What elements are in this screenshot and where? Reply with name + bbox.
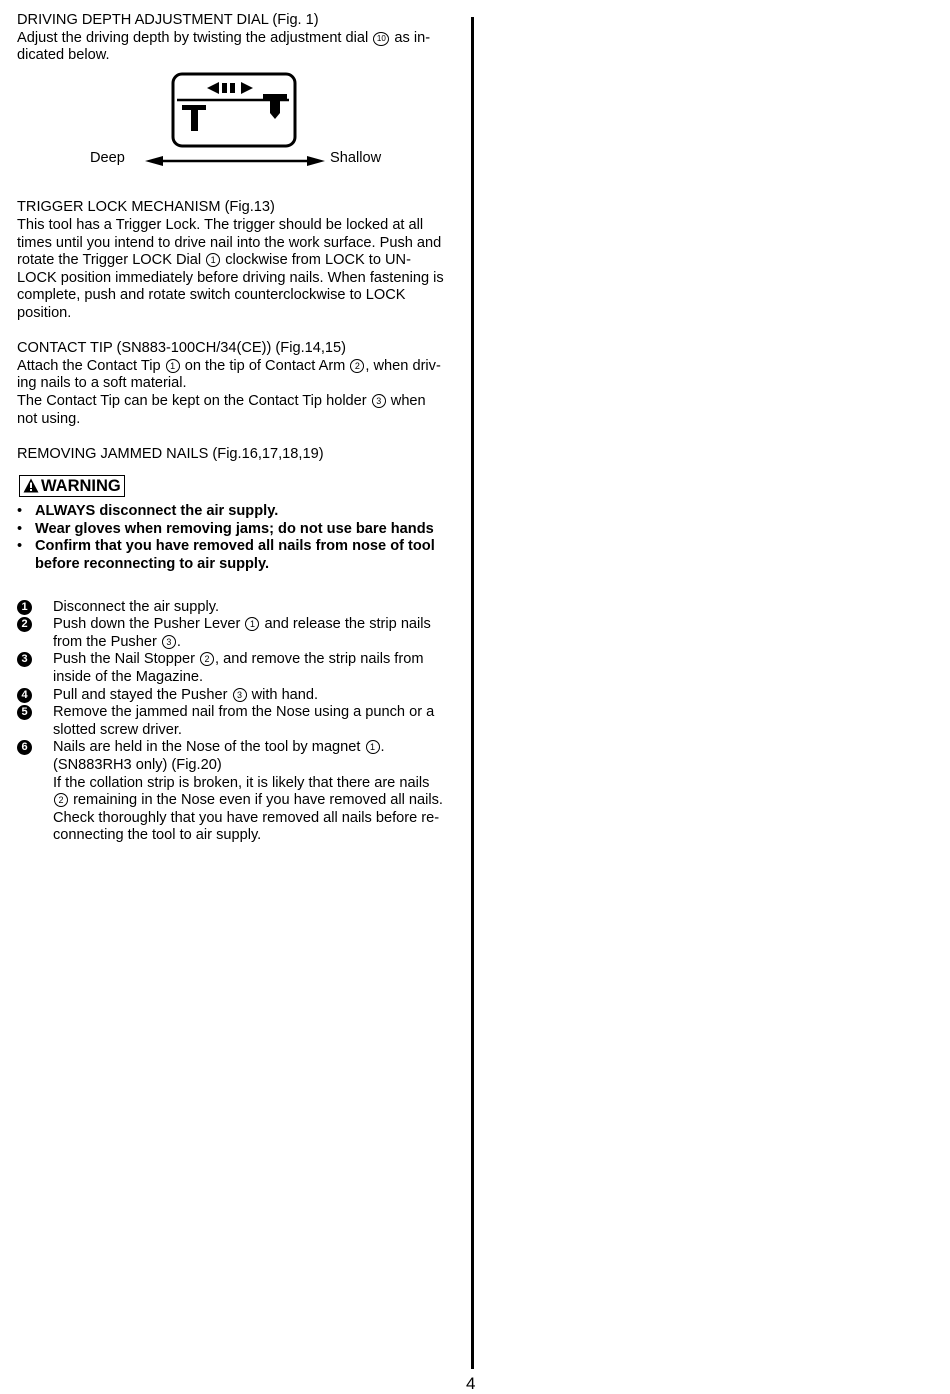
jam-removal-steps	[17, 599, 449, 845]
ref-marker: 1	[206, 253, 220, 267]
warning-bullets	[17, 503, 449, 573]
warning-label: WARNING	[41, 477, 121, 496]
jammed-title: REMOVING JAMMED NAILS (Fig.16,17,18,19)	[17, 445, 324, 462]
warning-triangle-icon	[23, 478, 39, 493]
step-number: 6	[17, 740, 32, 755]
list-item: 6 Nails are held in the Nose of the tool by magnet 1 . (SN883RH3 only) (Fig.20) If the collation strip is broken, it is likely that there are nails 2 remaining in the Nose even if you have removed all nails. Check thoroughly that you have removed all nails before re-connecting the tool to air supply.	[17, 739, 449, 845]
contact-title: CONTACT TIP (SN883-100CH/34(CE)) (Fig.14,15)	[17, 340, 346, 357]
step-number: 4	[17, 688, 32, 703]
depth-paragraph: Adjust the driving depth by twisting the adjustment dial 10 as in-dicated below.	[17, 29, 431, 64]
arrow-right-icon	[307, 156, 325, 166]
step-number: 3	[17, 652, 32, 667]
page-number: 4	[466, 1374, 476, 1393]
ref-marker: 3	[162, 635, 176, 649]
contact-paragraph-2: The Contact Tip can be kept on the Contact Tip holder 3 when not using.	[17, 392, 426, 427]
arrow-left-icon	[145, 156, 163, 166]
ref-marker: 2	[200, 652, 214, 666]
step-number: 5	[17, 705, 32, 720]
trigger-title: TRIGGER LOCK MECHANISM (Fig.13)	[17, 199, 275, 216]
depth-title: DRIVING DEPTH ADJUSTMENT DIAL (Fig. 1)	[17, 12, 319, 28]
list-item: 5 Remove the jammed nail from the Nose using a punch or a slotted screw driver.	[17, 704, 449, 739]
ref-marker: 1	[366, 740, 380, 754]
ref-marker: 3	[233, 688, 247, 702]
list-item: • Wear gloves when removing jams; do not use bare hands	[17, 520, 434, 537]
trigger-paragraph: This tool has a Trigger Lock. The trigger should be locked at all times until you intend to drive nail into the work surface. Push and rotate the Trigger LOCK Dial 1 clockwise from LOCK to UN-LOCK position immediately before driving nails. When fastening is complete, push and rotate switch counterclockwise to LOCK position.	[17, 216, 444, 321]
step-number: 1	[17, 600, 32, 615]
list-item: • ALWAYS disconnect the air supply.	[17, 503, 279, 520]
list-item: 3 Push the Nail Stopper 2 , and remove the strip nails from inside of the Magazine.	[17, 651, 449, 686]
step-number: 2	[17, 617, 32, 632]
depth-dial-illustration	[17, 67, 449, 182]
ref-marker: 1	[245, 617, 259, 631]
ref-marker: 2	[54, 793, 68, 807]
ref-marker: 3	[372, 394, 386, 408]
list-item: 2 Push down the Pusher Lever 1 and release the strip nails from the Pusher 3 .	[17, 616, 449, 651]
warning-badge	[19, 475, 125, 497]
label-deep: Deep	[90, 149, 125, 166]
ref-marker: 1	[166, 359, 180, 373]
ref-marker: 10	[373, 32, 389, 46]
column-divider	[471, 17, 474, 1369]
left-column	[17, 12, 449, 845]
contact-paragraph-1: Attach the Contact Tip 1 on the tip of Contact Arm 2 , when driv-ing nails to a soft material.	[17, 357, 441, 392]
list-item: • Confirm that you have removed all nails from nose of tool before reconnecting to air supply.	[17, 538, 435, 573]
list-item: 4 Pull and stayed the Pusher 3 with hand.	[17, 687, 449, 705]
label-shallow: Shallow	[330, 149, 382, 166]
list-item: 1 Disconnect the air supply.	[17, 599, 449, 617]
depth-dial-figure	[17, 67, 449, 182]
ref-marker: 2	[350, 359, 364, 373]
